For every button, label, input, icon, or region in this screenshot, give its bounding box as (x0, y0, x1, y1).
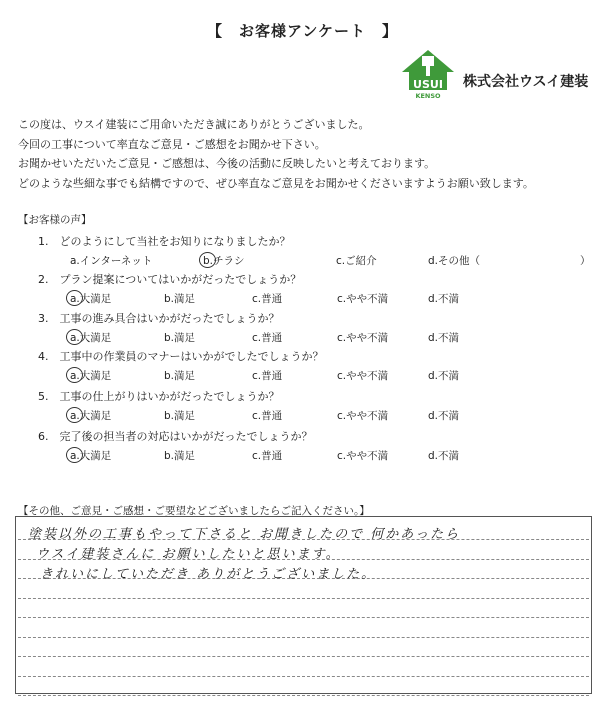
option-1-1[interactable]: b.チラシ (203, 255, 245, 267)
option-2-1[interactable]: b.満足 (164, 293, 196, 305)
option-2-4[interactable]: d.不満 (428, 293, 460, 305)
option-1-2[interactable]: c.ご紹介 (336, 255, 377, 267)
option-5-3[interactable]: c.やや不満 (337, 410, 389, 422)
company-name: 株式会社ウスイ建装 (463, 74, 589, 90)
comment-line: 塗装以外の工事もやって下さると お聞きしたので 何かあったら (28, 527, 461, 542)
option-5-4[interactable]: d.不満 (428, 410, 460, 422)
question-1: 1. どのようにして当社をお知りになりましたか？ (38, 235, 291, 248)
page-title: 【 お客様アンケート 】 (206, 22, 399, 40)
option-3-4[interactable]: d.不満 (428, 332, 460, 344)
question-3: 3. 工事の進み具合はいかがだったでしょうか？ (38, 312, 280, 325)
intro-line: 今回の工事について率直なご意見・ご感想をお聞かせ下さい。 (18, 138, 326, 151)
option-4-1[interactable]: b.満足 (164, 370, 196, 382)
comment-rule (18, 637, 589, 638)
option-4-3[interactable]: c.やや不満 (337, 370, 389, 382)
selected-circle (199, 252, 216, 268)
comment-line: ウスイ建装さんに お願いしたいと思います。 (36, 547, 341, 562)
comment-rule (18, 656, 589, 657)
selected-circle (66, 367, 83, 383)
selected-circle (66, 407, 83, 423)
comment-rule (18, 695, 589, 696)
option-3-0[interactable]: a.大満足 (70, 332, 112, 344)
option-4-2[interactable]: c.普通 (252, 370, 283, 382)
option-2-2[interactable]: c.普通 (252, 293, 283, 305)
option-5-2[interactable]: c.普通 (252, 410, 283, 422)
comment-line: きれいにしていただき ありがとうございました。 (40, 567, 377, 582)
selected-circle (66, 290, 83, 306)
comment-rule (18, 598, 589, 599)
option-6-0[interactable]: a.大満足 (70, 450, 112, 462)
option-3-3[interactable]: c.やや不満 (337, 332, 389, 344)
option-5-0[interactable]: a.大満足 (70, 410, 112, 422)
option-6-3[interactable]: c.やや不満 (337, 450, 389, 462)
comment-rule (18, 617, 589, 618)
option-6-1[interactable]: b.満足 (164, 450, 196, 462)
selected-circle (66, 447, 83, 463)
voice-heading: 【お客様の声】 (18, 214, 92, 226)
option-3-1[interactable]: b.満足 (164, 332, 196, 344)
logo-letters: USUI (413, 78, 443, 91)
option-4-0[interactable]: a.大満足 (70, 370, 112, 382)
selected-circle (66, 329, 83, 345)
option-6-4[interactable]: d.不満 (428, 450, 460, 462)
option-2-0[interactable]: a.大満足 (70, 293, 112, 305)
option-5-1[interactable]: b.満足 (164, 410, 196, 422)
intro-line: この度は、ウスイ建装にご用命いただき誠にありがとうございました。 (18, 118, 370, 131)
option-3-2[interactable]: c.普通 (252, 332, 283, 344)
option-1-3[interactable]: d.その他（ (428, 255, 481, 267)
comments-heading: 【その他、ご意見・ご感想・ご要望などございましたらご記入ください。】 (18, 505, 370, 517)
comment-rule (18, 676, 589, 677)
logo-sub: KENSO (415, 92, 441, 100)
option-1-0[interactable]: a.インターネット (70, 255, 153, 267)
option-2-3[interactable]: c.やや不満 (337, 293, 389, 305)
question-2: 2. プラン提案についてはいかがだったでしょうか？ (38, 273, 302, 286)
option-4-4[interactable]: d.不満 (428, 370, 460, 382)
question-5: 5. 工事の仕上がりはいかがだったでしょうか？ (38, 390, 280, 403)
option-1-4[interactable]: ） (580, 255, 591, 267)
option-6-2[interactable]: c.普通 (252, 450, 283, 462)
intro-line: どのような些細な事でも結構ですので、ぜひ率直なご意見をお聞かせくださいますようお願い致します。 (18, 177, 534, 190)
question-4: 4. 工事中の作業員のマナーはいかがでしたでしょうか？ (38, 350, 324, 363)
intro-line: お聞かせいただいたご意見・ご感想は、今後の活動に反映したいと考えております。 (18, 157, 436, 170)
question-6: 6. 完了後の担当者の対応はいかがだったでしょうか？ (38, 430, 313, 443)
company-logo (400, 48, 456, 100)
